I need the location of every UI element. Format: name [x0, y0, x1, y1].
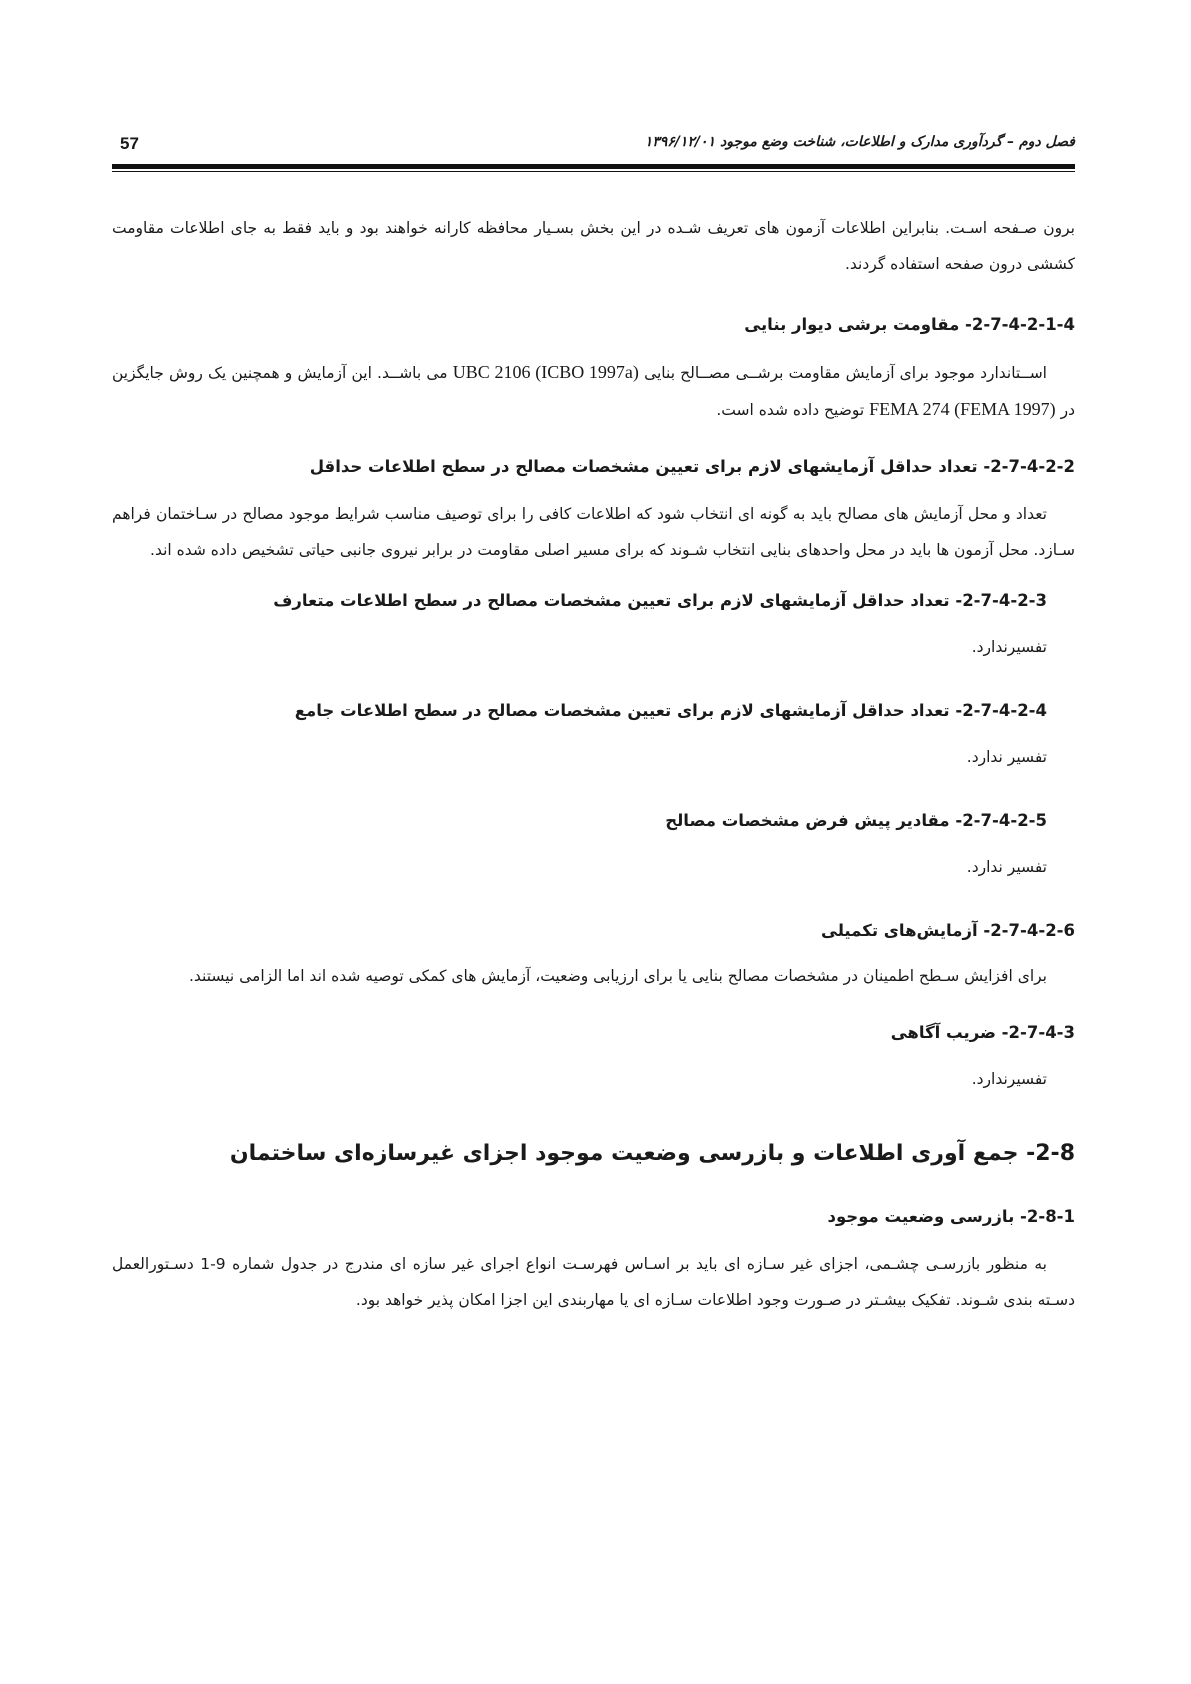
note-no-commentary-5: تفسیر ندارد.	[966, 858, 1047, 876]
min-tests-paragraph: تعداد و محل آزمایش های مصالح باید به گونه ای انتخاب شود که اطلاعات کافی را برای توصیف مناسب شرایط موجود مصالح در سـاختمان فراهم سـازد. محل آزمون ها باید در محل واحدهای بنایی انتخاب شـوند که برای مسیر اصلی مقاومت در برابر نیروی جانبی حیاتی تشخیص داده شده اند.	[112, 505, 1075, 559]
page-content	[112, 210, 1075, 1318]
page-header	[112, 128, 1075, 164]
heading-nonstructural-section: 2-8- جمع آوری اطلاعات و بازرسی وضعیت موجود اجزای غیرسازه‌ای ساختمان	[229, 1141, 1075, 1166]
note-no-commentary-2743: تفسیرندارد.	[971, 1070, 1047, 1088]
shear-text-c: توضیح داده شده است.	[716, 401, 865, 419]
intro-paragraph: برون صـفحه اسـت. بنابراین اطلاعات آزمون های تعریف شـده در این بخش بسـیار محافظه کارانه خواهند بود و باید فقط به جای اطلاعات مقاومت کششی درون صفحه استفاده گردند.	[112, 219, 1075, 273]
inspection-paragraph: به منظور بازرسـی چشـمی، اجزای غیر سـازه ای باید بر اسـاس فهرسـت انواع اجرای غیر سازه ای مندرج در جدول شماره 9-1 دسـتورالعمل دسـته بندی شـوند. تفکیک بیشـتر در صـورت وجود اطلاعات سـازه ای یا مهاربندی این اجزا امکان پذیر خواهد بود.	[112, 1255, 1075, 1309]
page-number: 57	[120, 134, 139, 153]
heading-min-tests-minimum: 2-7-4-2-2- تعداد حداقل آزمایشهای لازم برای تعیین مشخصات مصالح در سطح اطلاعات حداقل	[309, 457, 1075, 476]
heading-min-tests-comprehensive: 2-7-4-2-4- تعداد حداقل آزمایشهای لازم برای تعیین مشخصات مصالح در سطح اطلاعات جامع	[294, 701, 1047, 720]
heading-default-values: 2-7-4-2-5- مقادیر پیش فرض مشخصات مصالح	[665, 811, 1047, 830]
heading-min-tests-usual: 2-7-4-2-3- تعداد حداقل آزمایشهای لازم برای تعیین مشخصات مصالح در سطح اطلاعات متعارف	[273, 591, 1047, 610]
supplementary-paragraph: برای افزایش سـطح اطمینان در مشخصات مصالح بنایی یا برای ارزیابی وضعیت، آزمایش های کمکی توصیه شده اند اما الزامی نیستند.	[188, 967, 1047, 985]
note-no-commentary-3: تفسیرندارد.	[971, 638, 1047, 656]
heading-shear-strength: 2-7-4-2-1-4- مقاومت برشی دیوار بنایی	[744, 315, 1075, 334]
heading-supplementary-tests: 2-7-4-2-6- آزمایش‌های تکمیلی	[821, 921, 1075, 940]
header-rule-thin	[112, 171, 1075, 172]
header-rule-thick	[112, 164, 1075, 169]
heading-condition-inspection: 2-8-1- بازرسی وضعیت موجود	[827, 1207, 1075, 1226]
shear-text-a: اســتاندارد موجود برای آزمایش مقاومت برشــی مصــالح بنایی	[644, 364, 1047, 382]
shear-text-b: می باشــد. این آزمایش و همچنین یک روش جایگزین در	[112, 364, 1075, 419]
shear-code-ubc: UBC 2106 (ICBO 1997a)	[452, 362, 639, 382]
shear-paragraph	[112, 354, 1075, 428]
note-no-commentary-4: تفسیر ندارد.	[966, 748, 1047, 766]
heading-knowledge-factor: 2-7-4-3- ضریب آگاهی	[890, 1023, 1075, 1042]
shear-code-fema: FEMA 274 (FEMA 1997)	[869, 399, 1056, 419]
running-title: فصل دوم – گردآوری مدارک و اطلاعات، شناخت وضع موجود ۱۳۹۶/۱۲/۰۱	[644, 134, 1075, 150]
